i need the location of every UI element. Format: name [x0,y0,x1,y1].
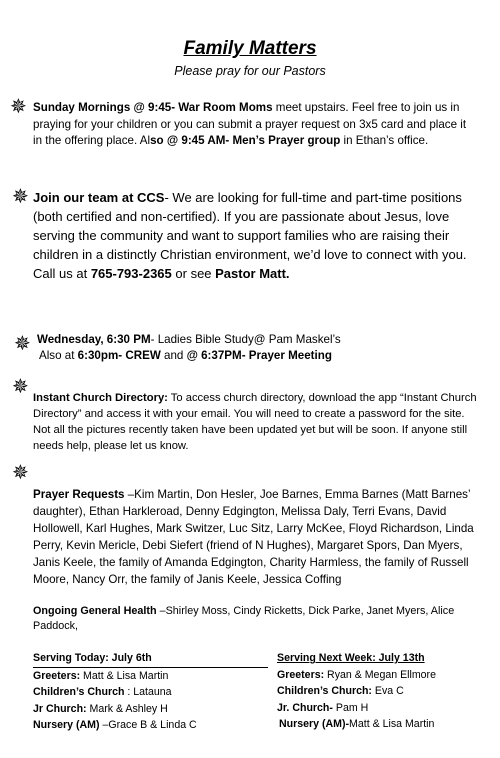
sunday-announcement: Sunday Mornings @ 9:45- War Room Moms meet upstairs. Feel free to join us in praying for your children or you can submit a prayer request on 3x5 card and place it in the offering place. Also @ 9:45 AM- Men’s Prayer group in Ethan’s office. [33,101,467,147]
wednesday-announcement: Wednesday, 6:30 PM- Ladies Bible Study@ Pam Maskel’s Also at 6:30pm- CREW and @ 6:37PM- Prayer Meeting [37,333,341,362]
ongoing-health: Ongoing General Health –Shirley Moss, Cindy Ricketts, Dick Parke, Janet Myers, Alice Paddock, [33,605,455,632]
star-icon: ✵ [12,460,29,484]
directory-announcement: Instant Church Directory: To access church directory, download the app “Instant Church Directory” and access it with your email. You will need to create a password for the site. Not all the pictures recently taken have been updated yet but will be soon. If anyone still needs help, please let us know. [33,392,477,452]
star-icon: ✵ [10,94,27,118]
star-icon: ✵ [12,374,29,398]
list-item: Children’s Church : Latauna [33,686,172,698]
prayer-requests: Prayer Requests –Kim Martin, Don Hesler, Joe Barnes, Emma Barnes (Matt Barnes’ daughter), Ethan Harkleroad, Denny Edgington, Melissa Daly, Terri Evans, David Hollowell, Karl Hughes, Mark Switzer, Luc Sitz, Larry McKee, Floyd Richardson, Linda Perry, Kevin Mericle, Debi Siefert (friend of N Hughes), Margaret Spors, Dan Myers, Janis Keele, the family of Amanda Edgington, Charity Harmless, the family of Russell Moore, Nancy Orr, the family of Janis Keele, Jessica Coffing [33,488,474,586]
serving-next-week [277,650,487,733]
list-item: Nursery (AM)-Matt & Lisa Martin [279,718,435,730]
page-title: Family Matters [183,38,317,59]
list-item: Jr. Church- Pam H [277,701,369,714]
list-item: Nursery (AM) –Grace B & Linda C [33,719,197,731]
list-item: Children’s Church: Eva C [277,685,404,697]
list-item: Greeters: Ryan & Megan Ellmore [277,668,436,681]
star-icon: ✵ [14,331,31,355]
serving-today [33,650,273,734]
list-item: Jr Church: Mark & Ashley H [33,702,168,715]
list-item: Greeters: Matt & Lisa Martin [33,669,169,682]
page-subtitle: Please pray for our Pastors [174,64,326,78]
serving-next-heading: Serving Next Week: July 13th [277,652,425,664]
star-icon: ✵ [12,184,29,208]
serving-today-heading: Serving Today: July 6th [33,650,268,668]
ccs-announcement: Join our team at CCS- We are looking for full-time and part-time positions (both certified and non-certified). If you are passionate about Jesus, love serving the community and want to support families who are raising their children in a distinctly Christian environment, we’d love to connect with you. Call us at 765-793-2365 or see Pastor Matt. [33,190,467,281]
